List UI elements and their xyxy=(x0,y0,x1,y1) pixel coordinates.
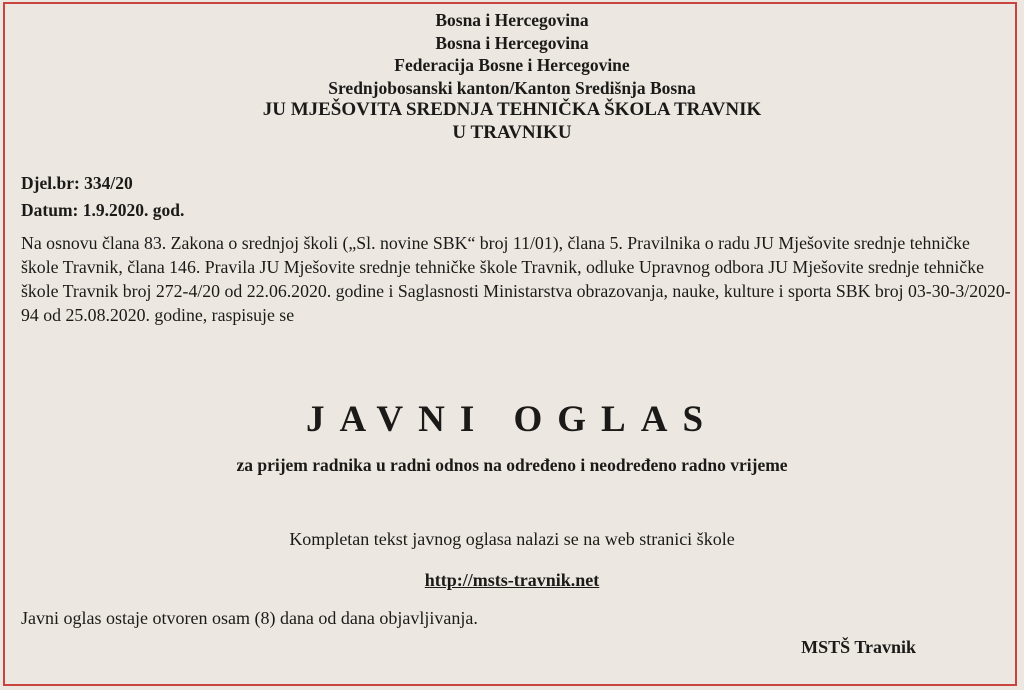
closing-statement: Javni oglas ostaje otvoren osam (8) dana od dana objavljivanja. xyxy=(21,608,478,628)
header-line-canton: Srednjobosanski kanton/Kanton Središnja Bosna xyxy=(328,77,696,98)
institution-header xyxy=(0,9,1024,144)
website-notice: Kompletan tekst javnog oglasa nalazi se na web stranici škole xyxy=(289,529,735,549)
announcement-subtitle: za prijem radnika u radni odnos na određeno i neodređeno radno vrijeme xyxy=(236,455,788,475)
school-website-link[interactable]: http://msts-travnik.net xyxy=(424,570,600,590)
header-line-school: JU MJEŠOVITA SREDNJA TEHNIČKA ŠKOLA TRAVNIK xyxy=(262,99,762,120)
announcement-title: JAVNI OGLAS xyxy=(305,399,719,440)
document-meta xyxy=(21,170,184,224)
signature: MSTŠ Travnik xyxy=(801,637,916,657)
header-line-federation: Federacija Bosne i Hercegovine xyxy=(394,55,630,75)
intro-paragraph: Na osnovu člana 83. Zakona o srednjoj školi („Sl. novine SBK“ broj 11/01), člana 5. Pravilnika o radu JU Mješovite srednje tehničke škole Travnik, člana 146. Pravila JU Mješovite srednje tehničke škole Travnik, odluke Upravnog odbora JU Mješovite srednje tehničke škole Travnik broj 272-4/20 od 22.06.2020. godine i Saglasnosti Ministarstva obrazovanja, nauke, kulture i sporta SBK broj 03-30-3/2020-94 od 25.08.2020. godine, raspisuje se xyxy=(21,233,1011,325)
header-line-city: U TRAVNIKU xyxy=(452,121,572,143)
header-line-country-2: Bosna i Hercegovina xyxy=(435,32,589,53)
reference-number: Djel.br: 334/20 xyxy=(21,173,133,193)
document-date: Datum: 1.9.2020. god. xyxy=(21,200,185,220)
header-line-country: Bosna i Hercegovina xyxy=(435,10,589,30)
